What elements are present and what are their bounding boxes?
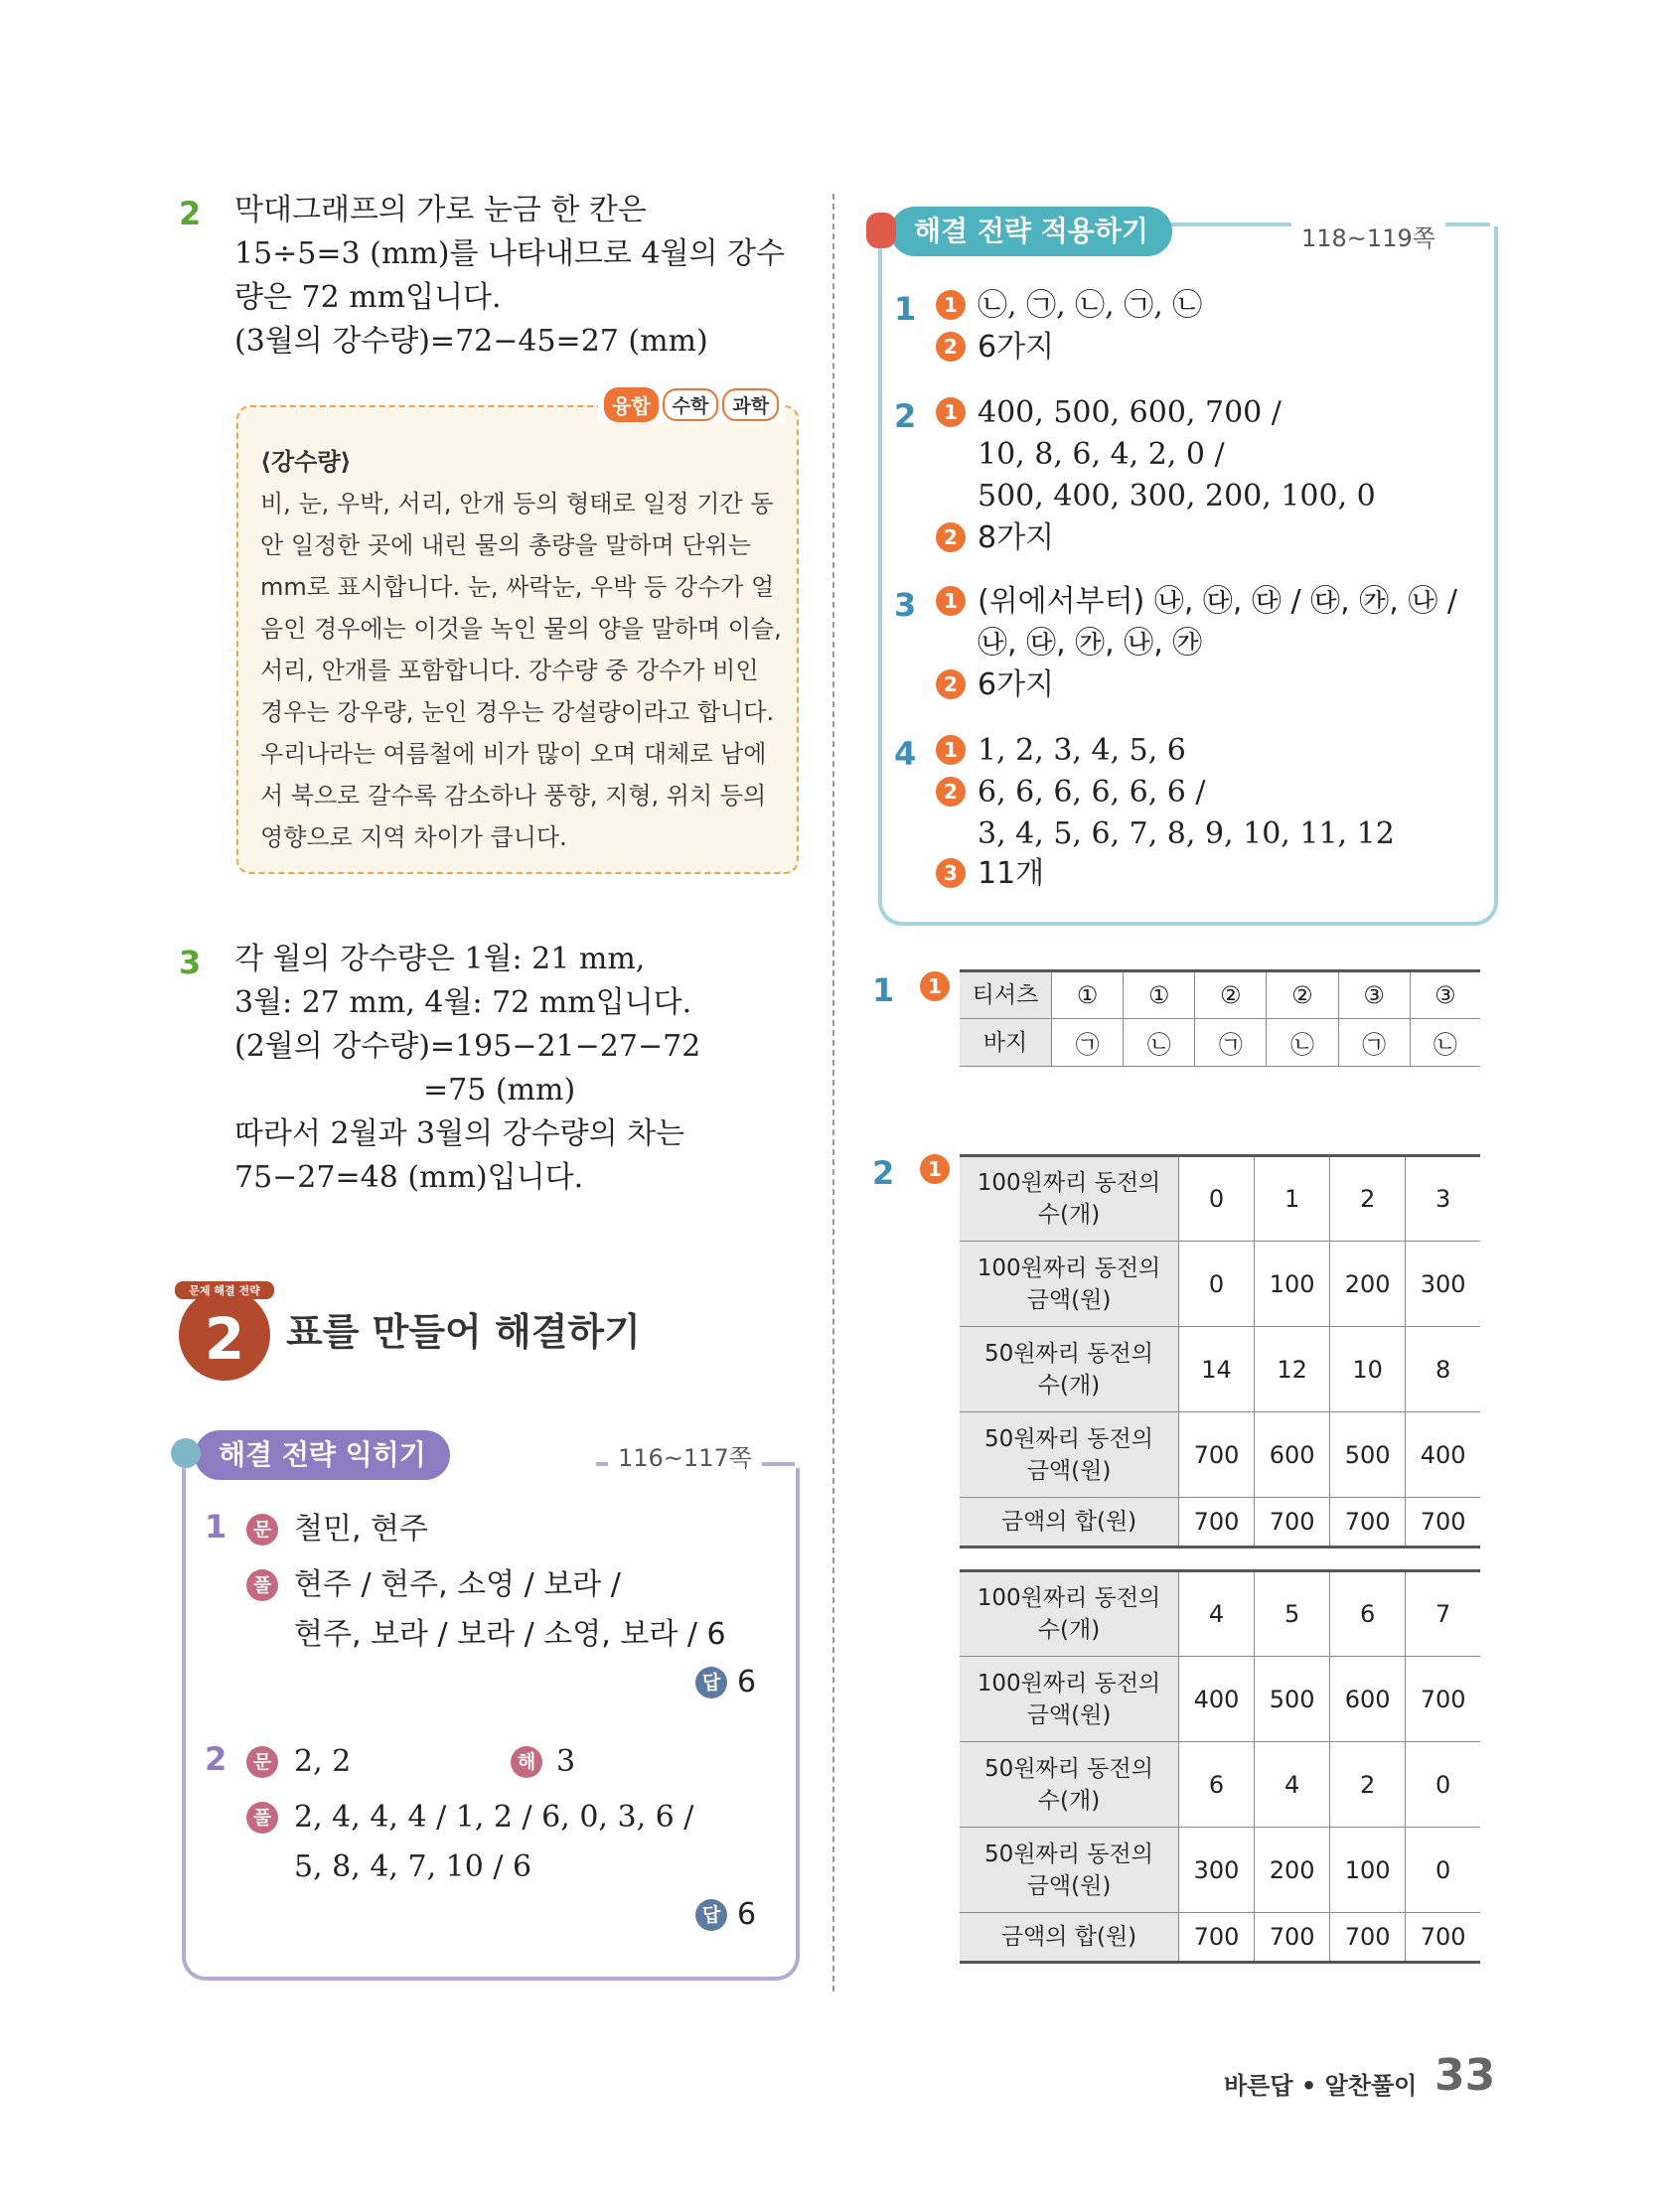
table-cell: ③ xyxy=(1410,971,1480,1019)
answer-line: 500, 400, 300, 200, 100, 0 xyxy=(978,479,1376,514)
table-cell: 5 xyxy=(1255,1571,1330,1657)
table-cell: 0 xyxy=(1406,1742,1480,1828)
table-cell: 0 xyxy=(1406,1828,1480,1913)
pul-badge: 풀 xyxy=(246,1802,278,1834)
table-cell: 700 xyxy=(1179,1913,1255,1963)
info-line: 서리, 안개를 포함합니다. 강수량 중 강수가 비인 xyxy=(260,657,759,684)
info-line: 경우는 강우량, 눈인 경우는 강설량이라고 합니다. xyxy=(260,698,775,726)
text-line: 15÷5=3 (mm)를 나타내므로 4월의 강수 xyxy=(234,236,785,271)
problem-number: 2 xyxy=(179,195,202,232)
table-cell: 400 xyxy=(1406,1412,1480,1498)
table-cell: 200 xyxy=(1255,1828,1330,1913)
table-cell: 0 xyxy=(1179,1156,1255,1242)
table-cell: 700 xyxy=(1330,1913,1406,1963)
table-cell: 8 xyxy=(1406,1327,1480,1412)
section-title: 표를 만들어 해결하기 xyxy=(286,1310,641,1354)
table-cell: 600 xyxy=(1330,1657,1406,1742)
table-cell: 700 xyxy=(1406,1657,1480,1742)
table-cell: 2 xyxy=(1330,1742,1406,1828)
step-mark: 1 xyxy=(920,971,950,1001)
pul-badge: 풀 xyxy=(246,1569,278,1601)
table-row xyxy=(960,1156,1480,1242)
step-mark: 3 xyxy=(936,858,966,888)
text-line: 막대그래프의 가로 눈금 한 칸은 xyxy=(234,193,647,227)
pul-line: 현주 / 현주, 소영 / 보라 / xyxy=(294,1567,621,1602)
coin-table-a xyxy=(960,1154,1480,1548)
table-cell: ㉡ xyxy=(1410,1019,1480,1067)
tshirt-pants-table xyxy=(960,969,1480,1067)
table-row xyxy=(960,1571,1480,1657)
info-line: 음인 경우에는 이것을 녹인 물의 양을 말하며 이슬, xyxy=(260,615,782,643)
table-number: 2 xyxy=(872,1154,895,1192)
dap-badge: 답 xyxy=(695,1899,727,1931)
info-line: 영향으로 지역 차이가 큽니다. xyxy=(260,823,567,851)
row-header: 100원짜리 동전의 금액(원) xyxy=(960,1242,1179,1327)
answer-line: 400, 500, 600, 700 / xyxy=(978,395,1282,430)
table-cell: 100 xyxy=(1255,1242,1330,1327)
table-cell: 14 xyxy=(1179,1327,1255,1412)
table-row xyxy=(960,1742,1480,1828)
section-label: 문제 해결 전략 xyxy=(175,1281,274,1299)
table-row xyxy=(960,1327,1480,1412)
learn-pages: 116~117쪽 xyxy=(608,1438,762,1473)
table-cell: 7 xyxy=(1406,1571,1480,1657)
row-header: 50원짜리 동전의 금액(원) xyxy=(960,1412,1179,1498)
item-number: 3 xyxy=(894,586,917,624)
step-mark: 2 xyxy=(936,669,966,699)
dap-text: 6 xyxy=(737,1897,757,1932)
info-line: 서 북으로 갈수록 감소하나 풍향, 지형, 위치 등의 xyxy=(260,782,767,810)
tag-math: 수학 xyxy=(663,388,719,421)
table-cell: 500 xyxy=(1255,1657,1330,1742)
table-cell: ① xyxy=(1052,971,1124,1019)
table-cell: ㉠ xyxy=(1052,1019,1124,1067)
text-line: 량은 72 mm입니다. xyxy=(234,280,502,315)
row-header: 50원짜리 동전의 금액(원) xyxy=(960,1828,1179,1913)
mascot-icon xyxy=(171,1438,201,1468)
dap-text: 6 xyxy=(737,1665,757,1699)
item-number: 1 xyxy=(894,290,917,328)
table-row xyxy=(960,1828,1480,1913)
item-number: 2 xyxy=(205,1740,227,1778)
info-line: 우리나라는 여름철에 비가 많이 오며 대체로 남에 xyxy=(260,740,767,768)
table-cell: 100 xyxy=(1330,1828,1406,1913)
answer-line: 10, 8, 6, 4, 2, 0 / xyxy=(978,437,1225,472)
answer-line: ㉯, ㉰, ㉮, ㉯, ㉮ xyxy=(978,626,1203,661)
answer-line: 11개 xyxy=(978,856,1045,891)
table-cell: ㉠ xyxy=(1195,1019,1267,1067)
table-cell: 700 xyxy=(1406,1498,1480,1548)
info-line: 안 일정한 곳에 내린 물의 총량을 말하며 단위는 xyxy=(260,531,751,559)
text-line: (3월의 강수량)=72−45=27 (mm) xyxy=(234,324,708,359)
table-cell: 700 xyxy=(1406,1913,1480,1963)
table-cell: 300 xyxy=(1406,1242,1480,1327)
mun-badge: 문 xyxy=(246,1746,278,1778)
table-row xyxy=(960,971,1480,1019)
pul-line: 2, 4, 4, 4 / 1, 2 / 6, 0, 3, 6 / xyxy=(294,1800,694,1835)
table-cell: ① xyxy=(1124,971,1195,1019)
row-header: 100원짜리 동전의 수(개) xyxy=(960,1156,1179,1242)
step-mark: 1 xyxy=(936,290,966,320)
table-cell: ② xyxy=(1267,971,1338,1019)
table-cell: 4 xyxy=(1179,1571,1255,1657)
table-row xyxy=(960,1242,1480,1327)
row-header: 금액의 합(원) xyxy=(960,1913,1179,1963)
table-cell: 4 xyxy=(1255,1742,1330,1828)
footer-label: 바른답 • 알찬풀이 xyxy=(1224,2072,1418,2100)
row-header: 100원짜리 동전의 금액(원) xyxy=(960,1657,1179,1742)
text-line: =75 (mm) xyxy=(423,1073,576,1107)
answer-line: ㉡, ㉠, ㉡, ㉠, ㉡ xyxy=(978,288,1203,323)
table-cell: 0 xyxy=(1179,1242,1255,1327)
item-number: 1 xyxy=(205,1508,227,1546)
table-cell: 3 xyxy=(1406,1156,1480,1242)
page-number: 33 xyxy=(1434,2050,1496,2101)
text-line: 따라서 2월과 3월의 강수량의 차는 xyxy=(234,1116,685,1151)
tag-science: 과학 xyxy=(722,388,779,421)
table-cell: ㉠ xyxy=(1338,1019,1410,1067)
table-row xyxy=(960,1498,1480,1548)
problem-number: 3 xyxy=(179,944,202,981)
table-cell: 6 xyxy=(1330,1571,1406,1657)
table-cell: 700 xyxy=(1179,1412,1255,1498)
row-header: 50원짜리 동전의 수(개) xyxy=(960,1327,1179,1412)
step-mark: 1 xyxy=(920,1154,950,1184)
table-number: 1 xyxy=(872,971,895,1009)
table-cell: ㉡ xyxy=(1124,1019,1195,1067)
table-cell: ② xyxy=(1195,971,1267,1019)
table-cell: 6 xyxy=(1179,1742,1255,1828)
step-mark: 2 xyxy=(936,332,966,362)
mun-text: 철민, 현주 xyxy=(294,1512,428,1547)
step-mark: 1 xyxy=(936,397,966,427)
row-header: 바지 xyxy=(960,1019,1052,1067)
row-header: 금액의 합(원) xyxy=(960,1498,1179,1548)
answer-line: 6, 6, 6, 6, 6, 6 / xyxy=(978,775,1206,810)
text-line: 각 월의 강수량은 1월: 21 mm, xyxy=(234,942,646,976)
pul-line: 현주, 보라 / 보라 / 소영, 보라 / 6 xyxy=(294,1617,726,1652)
tag-fusion: 융합 xyxy=(604,387,659,422)
mun-badge: 문 xyxy=(246,1514,278,1546)
text-line: 75−27=48 (mm)입니다. xyxy=(234,1160,584,1195)
apply-pages: 118~119쪽 xyxy=(1291,219,1445,253)
item-number: 2 xyxy=(894,397,917,435)
answer-line: 1, 2, 3, 4, 5, 6 xyxy=(978,733,1186,768)
table-row xyxy=(960,1913,1480,1963)
info-line: mm로 표시합니다. 눈, 싸락눈, 우박 등 강수가 얼 xyxy=(260,573,775,601)
item-number: 4 xyxy=(894,735,917,773)
row-header: 티셔츠 xyxy=(960,971,1052,1019)
table-cell: 700 xyxy=(1255,1498,1330,1548)
hae-text: 3 xyxy=(556,1744,576,1779)
info-box-precipitation xyxy=(236,394,799,874)
mascot-icon xyxy=(866,213,896,248)
table-cell: 700 xyxy=(1179,1498,1255,1548)
answer-line: (위에서부터) ㉯, ㉰, ㉰ / ㉰, ㉮, ㉯ / xyxy=(978,584,1457,619)
table-cell: 600 xyxy=(1255,1412,1330,1498)
step-mark: 2 xyxy=(936,522,966,552)
table-row xyxy=(960,1657,1480,1742)
apply-header: 해결 전략 적용하기 xyxy=(890,207,1172,256)
dap-badge: 답 xyxy=(695,1667,727,1698)
step-mark: 2 xyxy=(936,777,966,807)
learn-header: 해결 전략 익히기 xyxy=(195,1430,450,1480)
answer-line: 3, 4, 5, 6, 7, 8, 9, 10, 11, 12 xyxy=(978,816,1395,851)
table-cell: 12 xyxy=(1255,1327,1330,1412)
hae-badge: 해 xyxy=(511,1746,542,1778)
answer-line: 8가지 xyxy=(978,520,1055,555)
step-mark: 1 xyxy=(936,586,966,616)
info-title: ⟨강수량⟩ xyxy=(260,448,352,476)
coin-table-b xyxy=(960,1569,1480,1964)
table-cell: 10 xyxy=(1330,1327,1406,1412)
row-header: 100원짜리 동전의 수(개) xyxy=(960,1571,1179,1657)
table-cell: ③ xyxy=(1338,971,1410,1019)
row-header: 50원짜리 동전의 수(개) xyxy=(960,1742,1179,1828)
table-cell: 1 xyxy=(1255,1156,1330,1242)
table-row xyxy=(960,1412,1480,1498)
column-divider xyxy=(832,194,834,1991)
table-cell: ㉡ xyxy=(1267,1019,1338,1067)
table-cell: 200 xyxy=(1330,1242,1406,1327)
table-cell: 400 xyxy=(1179,1657,1255,1742)
step-mark: 1 xyxy=(936,735,966,765)
table-row xyxy=(960,1019,1480,1067)
table-cell: 700 xyxy=(1330,1498,1406,1548)
table-cell: 500 xyxy=(1330,1412,1406,1498)
table-cell: 2 xyxy=(1330,1156,1406,1242)
text-line: (2월의 강수량)=195−21−27−72 xyxy=(234,1029,701,1064)
table-cell: 300 xyxy=(1179,1828,1255,1913)
section-number: 2 xyxy=(179,1289,270,1381)
mun-text: 2, 2 xyxy=(294,1744,352,1779)
text-line: 3월: 27 mm, 4월: 72 mm입니다. xyxy=(234,985,692,1020)
answer-line: 6가지 xyxy=(978,330,1055,365)
info-tags xyxy=(598,387,785,422)
pul-line: 5, 8, 4, 7, 10 / 6 xyxy=(294,1849,532,1884)
answer-line: 6가지 xyxy=(978,667,1055,702)
table-cell: 700 xyxy=(1255,1913,1330,1963)
info-line: 비, 눈, 우박, 서리, 안개 등의 형태로 일정 기간 동 xyxy=(260,490,774,517)
